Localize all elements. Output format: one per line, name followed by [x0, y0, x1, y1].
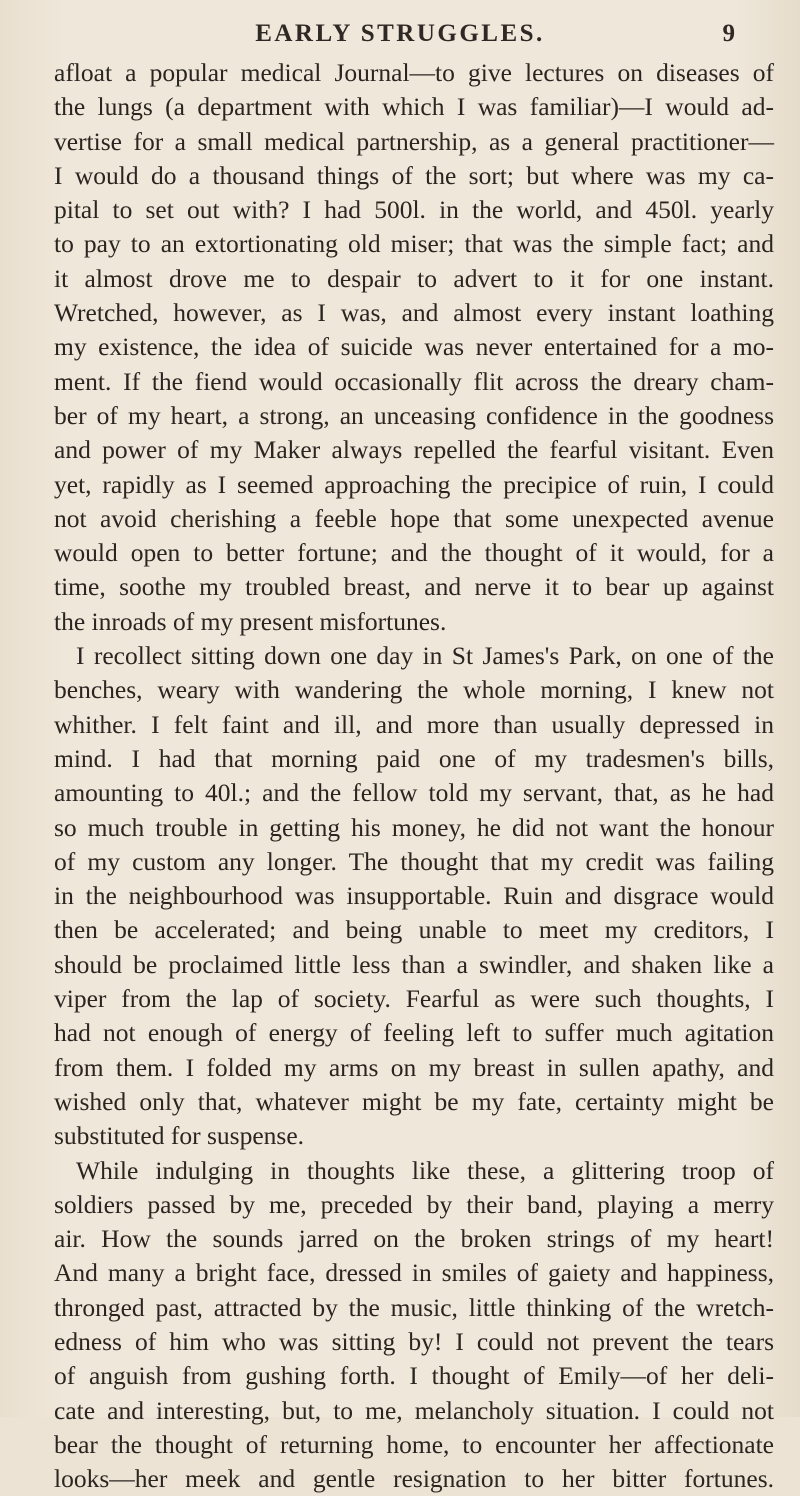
- body-text: [54, 56, 774, 1496]
- text-line: of my custom any longer. The thought that my credit was failing: [54, 846, 774, 876]
- text-line: thronged past, attracted by the music, little thinking of the wretch-: [54, 1292, 774, 1322]
- text-line: wished only that, whatever might be my fate, certainty might be: [54, 1086, 774, 1116]
- text-line: my existence, the idea of suicide was never entertained for a mo-: [54, 332, 774, 362]
- text-line: would open to better fortune; and the thought of it would, for a: [54, 538, 774, 568]
- page-number: 9: [722, 20, 735, 47]
- text-line: air. How the sounds jarred on the broken strings of my heart!: [54, 1224, 774, 1254]
- text-line: should be proclaimed little less than a swindler, and shaken like a: [54, 949, 774, 979]
- text-line: vertise for a small medical partnership, as a general practitioner—: [54, 126, 774, 156]
- text-line: afloat a popular medical Journal—to give lectures on diseases of: [54, 58, 774, 87]
- text-line: so much trouble in getting his money, he did not want the honour: [54, 812, 774, 842]
- text-line: edness of him who was sitting by! I could not prevent the tears: [54, 1326, 774, 1356]
- paragraph-end-line: substituted for suspense.: [54, 1121, 305, 1151]
- text-line: the lungs (a department with which I was familiar)—I would ad-: [54, 92, 774, 122]
- paragraph-end-line: the inroads of my present misfortunes.: [54, 606, 447, 636]
- text-line: yet, rapidly as I seemed approaching the precipice of ruin, I could: [54, 469, 774, 499]
- text-line: ment. If the fiend would occasionally flit across the dreary cham-: [54, 366, 774, 396]
- text-line: it almost drove me to despair to advert to it for one instant.: [54, 263, 774, 293]
- text-line: looks—her meek and gentle resignation to her bitter fortunes.: [54, 1464, 774, 1494]
- text-line: benches, weary with wandering the whole morning, I knew not: [54, 675, 774, 705]
- paragraph-first-line: While indulging in thoughts like these, a glittering troop of: [76, 1155, 774, 1185]
- text-line: Wretched, however, as I was, and almost every instant loathing: [54, 298, 774, 328]
- paragraph-first-line: I recollect sitting down one day in St James's Park, on one of the: [76, 641, 774, 671]
- text-line: whither. I felt faint and ill, and more than usually depressed in: [54, 709, 774, 739]
- text-line: and power of my Maker always repelled the fearful visitant. Even: [54, 435, 774, 465]
- text-line: mind. I had that morning paid one of my tradesmen's bills,: [54, 743, 774, 773]
- text-line: I would do a thousand things of the sort; but where was my ca-: [54, 160, 774, 190]
- text-line: cate and interesting, but, to me, melancholy situation. I could not: [54, 1395, 774, 1425]
- text-line: amounting to 40l.; and the fellow told my servant, that, as he had: [54, 778, 774, 808]
- running-head-title: EARLY STRUGGLES.: [255, 20, 545, 47]
- text-line: of anguish from gushing forth. I thought of Emily—of her deli-: [54, 1361, 774, 1391]
- text-line: to pay to an extortionating old miser; that was the simple fact; and: [54, 229, 774, 259]
- text-line: soldiers passed by me, preceded by their band, playing a merry: [54, 1189, 774, 1219]
- text-line: time, soothe my troubled breast, and nerve it to bear up against: [54, 572, 774, 602]
- text-line: from them. I folded my arms on my breast in sullen apathy, and: [54, 1052, 774, 1082]
- text-line: then be accelerated; and being unable to meet my creditors, I: [54, 915, 774, 945]
- text-line: viper from the lap of society. Fearful as were such thoughts, I: [54, 984, 774, 1014]
- text-line: ber of my heart, a strong, an unceasing confidence in the goodness: [54, 400, 774, 430]
- running-head: [0, 20, 800, 56]
- text-line: in the neighbourhood was insupportable. Ruin and disgrace would: [54, 881, 774, 911]
- text-line: bear the thought of returning home, to encounter her affectionate: [54, 1429, 774, 1459]
- text-line: had not enough of energy of feeling left to suffer much agitation: [54, 1018, 774, 1048]
- text-line: not avoid cherishing a feeble hope that some unexpected avenue: [54, 503, 774, 533]
- text-line: pital to set out with? I had 500l. in the world, and 450l. yearly: [54, 195, 774, 225]
- text-line: And many a bright face, dressed in smiles of gaiety and happiness,: [54, 1258, 774, 1288]
